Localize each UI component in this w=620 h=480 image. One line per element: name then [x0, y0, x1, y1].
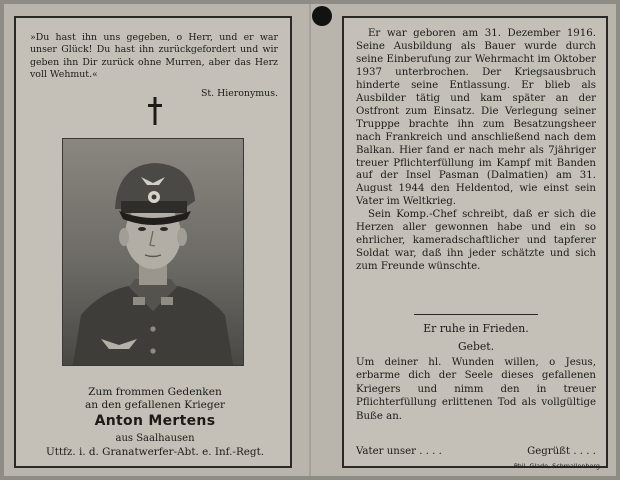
- memorial-line-1: Zum frommen Gedenken: [88, 386, 222, 398]
- prayer-title: Gebet.: [457, 340, 495, 353]
- hometown: aus Saalhausen: [115, 433, 195, 444]
- rest-in-peace: Er ruhe in Frieden.: [423, 322, 529, 335]
- closing-hail-mary: Gegrüßt . . . .: [527, 446, 596, 457]
- memorial-card: [4, 4, 616, 476]
- prayer-text: Um deiner hl. Wunden willen, o Jesus, erbarme dich der Seele dieses gefallenen Kriegers und nimm den in treuer Pflichterfüllung erlittenen Tod als vollgültige Buße an.: [356, 357, 596, 422]
- left-panel: [14, 16, 292, 468]
- memorial-line-2: an den gefallenen Krieger: [84, 399, 226, 411]
- bio-paragraph-1: Er war geboren am 31. Dezember 1916. Seine Ausbildung als Bauer wurde durch seine Einberufung zur Wehrmacht im Oktober 1937 unterbrochen. Der Kriegsausbruch hinderte seine Entlassung. Er blieb als Ausbilder tätig und kam später an der Ostfront zum Einsatz. Die Verlegung seiner Trupppe brachte ihn zum Besatzungsheer nach Frankreich und anschließend nach dem Balkan. Hier fand er nach mehr als 7jähriger treuer Pflichterfüllung im Kampf mit Banden auf der Insel Pasman (Dalmatien) am 31. August 1944 den Heldentod, wie einst sein Vater im Weltkrieg.: [356, 28, 596, 208]
- soldier-portrait: [62, 138, 244, 366]
- card-fold: [309, 4, 311, 476]
- biography: [356, 28, 596, 274]
- portrait-image: [63, 139, 243, 365]
- divider-line: [414, 314, 538, 315]
- scripture-quote: »Du hast ihn uns gegeben, o Herr, und er war unser Glück! Du hast ihn zurückgefordert und wir geben ihn Dir zurück ohne Murren, aber das Herz voll Wehmut.«: [30, 32, 278, 81]
- cross-icon: [145, 96, 165, 126]
- rank-unit: Uttfz. i. d. Granatwerfer-Abt. e. Inf.-Regt.: [45, 446, 265, 458]
- printer-credit: Phil. Glade, Schmallenberg: [513, 462, 600, 470]
- closing-our-father: Vater unser . . . .: [356, 446, 442, 457]
- right-panel: [342, 16, 608, 468]
- punch-hole: [312, 6, 332, 26]
- bio-paragraph-2: Sein Komp.-Chef schreibt, daß er sich die Herzen aller gewonnen habe und ein so ehrlicher, kameradschaftlicher und tapferer Soldat war, daß ihn jeder schätzte und sich zum Freunde wünschte.: [356, 209, 596, 273]
- closing-prayers: [356, 446, 596, 457]
- deceased-name: Anton Mertens: [94, 413, 216, 429]
- quote-author: St. Hieronymus.: [200, 88, 278, 99]
